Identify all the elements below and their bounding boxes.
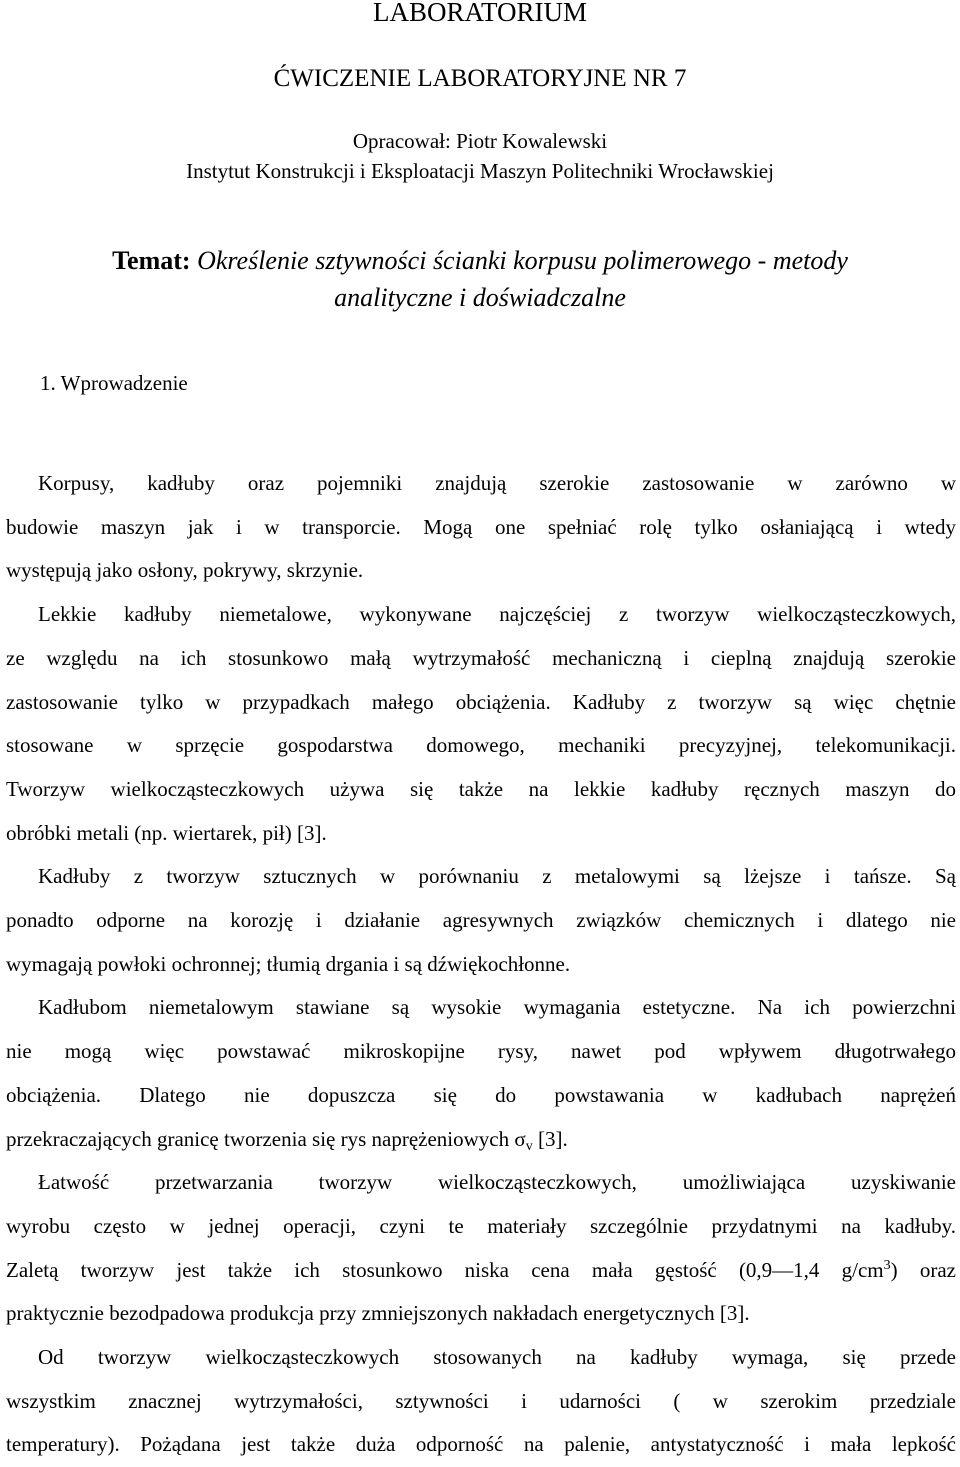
text-line: ze względu na ich stosunkowo małą wytrzymałość mechaniczną i cieplną znajdują szerokie (6, 645, 956, 670)
text-line: wymagają powłoki ochronnej; tłumią drgania i są dźwiękochłonne. (6, 951, 571, 976)
text-segment: Zaletą tworzyw jest także ich stosunkowo niska cena mała gęstość (0,9—1,4 g/cm (6, 1257, 884, 1282)
text-line: stosowane w sprzęcie gospodarstwa domowego, mechaniki precyzyjnej, telekomunikacji. (6, 733, 956, 758)
text-line (6, 1249, 956, 1293)
text-line: nie mogą więc powstawać mikroskopijne rysy, nawet pod wpływem długotrwałego (6, 1039, 956, 1064)
text-line: temperatury). Pożądana jest także duża odporność na palenie, antystatyczność i mała lepkość (6, 1432, 956, 1457)
text-segment: ) oraz (890, 1257, 956, 1282)
sigma-subscript: v (525, 1138, 533, 1154)
topic-title-part1: Określenie sztywności ścianki korpusu polimerowego - metody (197, 246, 848, 275)
text-line: budowie maszyn jak i w transporcie. Mogą one spełniać rolę tylko osłaniającą i wtedy (6, 514, 956, 539)
text-line: Lekkie kadłuby niemetalowe, wykonywane najczęściej z tworzyw wielkocząsteczkowych, (38, 602, 956, 627)
text-line: Od tworzyw wielkocząsteczkowych stosowanych na kadłuby wymaga, się przede (38, 1345, 956, 1370)
text-line: Korpusy, kadłuby oraz pojemniki znajdują szerokie zastosowanie w zarówno w (38, 471, 956, 495)
text-line: Kadłubom niemetalowym stawiane są wysokie wymagania estetyczne. Na ich powierzchni (38, 995, 956, 1020)
topic-title-part2: analityczne i doświadczalne (334, 283, 626, 312)
text-line (6, 1118, 956, 1162)
text-line: wszystkim znacznej wytrzymałości, sztywności i udarności ( w szerokim przedziale (6, 1388, 956, 1413)
institute-line: Instytut Konstrukcji i Eksploatacji Maszyn Politechniki Wrocławskiej (186, 159, 774, 183)
author-block (0, 126, 960, 186)
text-line: występują jako osłony, pokrywy, skrzynie. (6, 558, 364, 583)
section-title: Wprowadzenie (60, 371, 188, 395)
cubic-superscript: 3 (883, 1257, 891, 1273)
text-line: praktycznie bezodpadowa produkcja przy zmniejszonych nakładach energetycznych [3]. (6, 1301, 750, 1326)
topic-label: Temat: (112, 246, 191, 275)
exercise-heading: ĆWICZENIE LABORATORYJNE NR 7 (273, 65, 687, 92)
text-line: wyrobu często w jednej operacji, czyni te materiały szczególnie przydatnymi na kadłuby. (6, 1213, 956, 1238)
text-line: Kadłuby z tworzyw sztucznych w porównaniu z metalowymi są lżejsze i tańsze. Są (38, 864, 956, 889)
text-line: Tworzyw wielkocząsteczkowych używa się także na lekkie kadłuby ręcznych maszyn do (6, 776, 956, 801)
text-segment: przekraczających granicę tworzenia się rys naprężeniowych σ (6, 1126, 526, 1151)
body-text (6, 462, 956, 1467)
text-line: obciążenia. Dlatego nie dopuszcza się do powstawania w kadłubach naprężeń (6, 1082, 956, 1107)
text-segment: [3]. (532, 1126, 568, 1151)
section-heading (40, 368, 188, 398)
text-line: ponadto odporne na korozję i działanie agresywnych związków chemicznych i dlatego nie (6, 908, 956, 933)
author-line: Opracował: Piotr Kowalewski (352, 129, 608, 153)
topic-line-1 (0, 242, 960, 279)
text-line: zastosowanie tylko w przypadkach małego obciążenia. Kadłuby z tworzyw są więc chętnie (6, 689, 956, 714)
text-line: Łatwość przetwarzania tworzyw wielkocząsteczkowych, umożliwiająca uzyskiwanie (38, 1170, 956, 1195)
topic-block (0, 242, 960, 316)
lab-heading: LABORATORIUM (372, 0, 588, 27)
section-number: 1. (40, 371, 56, 395)
text-line: obróbki metali (np. wiertarek, pił) [3]. (6, 820, 327, 845)
